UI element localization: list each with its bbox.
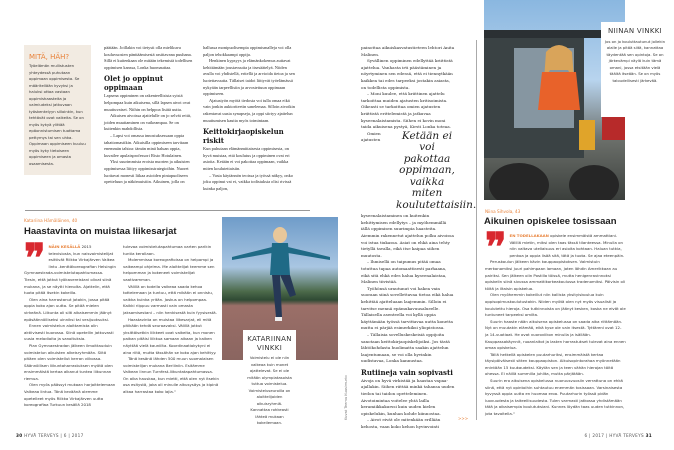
paragraph: Olen myös päässyt mukaan harjoittelemaan Valkeaa lintua. Tänä keväänä olemme opetelleet myös Riikka Virkajärven uutta koreografiaa Turkuun kesällä 2018 [24, 382, 116, 408]
article-column-1 [104, 45, 194, 186]
page-footer-right [584, 433, 652, 438]
paragraph: Tänä kesänä lähden 500 muun suomalaisen voimistelijan mukana Berliiniin. Esitämme Valkean linnun Turnfest-liikuntatapahtumassa. On aika hauskaa, kun mietti, että olen nyt itsekin osa esitystä, joka oli minulle alkusysäys ja kipinä alkaa harrastaa koko lajia." [123, 356, 219, 395]
paragraph: painottaa aikuiskasvatustieteen lehtori Anita Malinen. [361, 45, 455, 57]
lead-in: NÄIN KESÄLLÄ [48, 244, 81, 249]
interview-column-b [123, 244, 219, 396]
publication-info: 6 | 2017 | HYVÄ TERVEYS [584, 433, 644, 438]
quote-mark-icon: ❞ [485, 224, 507, 271]
sidebar-text: Työelämän mullistusten yhteydessä puhutaan oppimaan oppimisesta. Se määritellään kyvyksi ja haluksi ottaa vastaan oppimishaasteita ja valmiudeksi jatkuvaan työskentelyyn silloinkin, kun tehtävät ovat vaikeita. Se on myös kykyä ylittää epäonnistumisen tuottama pettymys tai sen uhka. Oppimaan oppimiseen kuuluu myös kyky tietoiseen oppimiseen ja omasta osaamisesta. [29, 63, 86, 166]
paragraph: Tällä hetkellä opiskelen puutarhuriksi, ensimmäistä kertaa täysipäiväisesti sitten kauppaopiston. Aikuisopintorahaa myönnetään enintään 15 kuukaudeksi. Käytän sen ja teen vähän hierojan töitä ohessa. Ei näillä summilla juhlita, mutta pärjätään. [485, 351, 621, 377]
paragraph: – Vasta käytännön teoissa ja työssä näkyy, onko joku oppinut vai ei, vaikka todistuksia olisi rivissä kuinka paljon, [203, 172, 294, 191]
paragraph: Olen myöhemmin kokeillut niin kallista yksityiskoulua kuin oppisopimuskoulutustakin. Niiden myötä olen nyt myös visualisti ja koulutettu hieroja. Osa tutkinnoista on jäänyt kesken, koska ne eivät ole tuntuneet tarpeeksi omilta. [485, 292, 626, 318]
lead-in: EN TODELLAKAAN [509, 233, 549, 238]
paragraph: Pian Gymnaestradan jälkeen ilmoittauduin voimistelun aikuisten alkeisryhmään. Siitä pitäen olen voimistellut kerran viikossa. Säännöllisen liikuntaharrastuksen myötä olen ensimmäistä kertaa alkanut tuntea liikunnan riemua. [24, 342, 113, 381]
paragraph: Lapsena oppiminen on rakenteellisista syistä helpompaa kuin aikuisena, sillä lapsen aivot ovat muuttuvaiset. Niihin on helppoa lisätä uutta. [104, 93, 191, 112]
subheading: Olet jo oppinut oppimaan [104, 74, 164, 93]
paragraph: Olen aina harrastanut jotakin, jossa pitää oppia koko ajan uutta. Se pitää mielen virkeänä. Liikunta oli silti aikaisemmin jäänyt epäsäännölliseksi uinniksi tai vesijuoksuksi. [24, 296, 112, 322]
tip-text: Jos on jo kouluttautunut jollekin alalle ja pitää siitä, kannattaa täydentää sen opintoja. Se on järkevämpi väylä kuin tämä omani, jossa etsitään vielä täältä itseään. Se on myös taloudellisesti järkevää. [605, 38, 666, 83]
paragraph: Suurin haaste nään aikuisena opiskelussa on saada aika riittämään. Nyt on muutakin elämää, eikä kyse ole vain itsestä. Tyttäreni ovat 12- ja 14-vuotiaat. He ovat vuoroviikon minulla ja isällään. Kauppassakäynnit, ruoanlaitot ja lasten harrastukset tulevat aina ennen omaa opiskelua. [485, 318, 626, 351]
paragraph: Henkinen kypsyys ja elämänkokemus auttavat kehittämään joustavuutta ja itsesäätelyä. Niiden avulla voi yhdistellä, eritellä ja arvioida tietoa ja sen luotettavuutta. Tällaiset taidot liittyvät työelämässä nykyään tarpeellisiin ja arvostettuun oppimaan oppimiseen. [203, 58, 295, 97]
page-footer-left [16, 433, 84, 438]
paragraph: Peruskoulun jälkeen kävin kauppaopistoksen. Valmistuin merkonomiksi juuri pahimpaan lamaan, joten lähdin Amerikkaan au pairiksi. Sen jälkeen olin Postilla töissä, mutta henigenravinnoksi opiskelin siinä sivussa ammattikorkeakoulussa tradenomiksi. Päivisin oli töitä ja iltaisin opiskelua. [485, 259, 626, 291]
continue-arrows: >>> [458, 416, 469, 421]
paragraph: – Lapsi voi omassa innostuksessaan oppia tahattomastikin. Aikuisilla oppimiseen tarvitaan enemmän tahtoa: tämän minä haluan oppia, kuvailee apulaisprofessori Risto Hotulainen. [104, 132, 189, 158]
paragraph: Kun puhutaan elämänmittaisesta oppimisesta, on hyvä muistaa, että koulutus ja oppiminen ovat eri asioita. Ketään ei voi pakottaa oppimaan, vaikka miten koulutettaisiin. [203, 146, 290, 171]
page-number: 30 [16, 433, 23, 438]
paragraph: 2015 televisiosta, kun naisvoimistelijat esittivät Riikka Virkajärven Valkea lintu -kenttäkoreografian Helsingin Gymnaestrada-voimistelutapahtumassa. Tiesin, että jotkut työkavereistani olivat siinä mukana, ja se näytti hienolta. Ajattelin, että tuota pitää itsekin kokeilla. [24, 244, 116, 296]
paragraph: Työhönsä urautunut voi hakea vain suoraan siinä sovellettavaa tietoa eikä halua kehittää ajatteluaan laajemmin. Silloin ei tarvitse mennä epämukavuusalueelle. Tällaisella asenteella voi kyllä oppia käyttämään työssä tarvittavaa uutta konetta mutta ei pärjää esimerkiksi yliopistossa. [361, 285, 454, 331]
paragraph: Suurin ero aikuisena opiskelussa nuoruusvuosiin verrattuna on ehkä siinä, että nyt opintoihin suhtautuu enemmän tosissaan. Varsinaisesta kyvyssä oppia uutta en huomaa eroa. Puutarhurin työssä pidän luovuudesta ja taiteellisuudesta. Tulen varmasti jatkossa yhdistämään tätä ja aikaisempia koulutuksiani. Kunnes löydän taas uuden tutkinnon, jota tavoitella." [485, 378, 625, 417]
interview-byline: Niina Sihvola, 43 [485, 209, 521, 214]
interview-column-a [24, 235, 116, 409]
article-column-2 [203, 45, 296, 192]
interview-headline: Aikuinen opiskelee tosissaan [484, 216, 617, 227]
paragraph: – Moni kuulee, että kriittinen ajattelu tarkoittaa muiden ajatusten kritisoimista. Oikeasti se tarkoittaa omien ajatusten kriittistä erittelemistä ja jatkuvaa kyseenalaistamista. Siihen ei kovin moni taida aikuisena pystyä, Kirsti Lonka toteaa. [361, 91, 451, 130]
paragraph: – Aivot eivät ole mitenkään erillään kehosta, vaan koko kehon hyvinvointi [361, 417, 441, 430]
page-number: 31 [645, 433, 652, 438]
paragraph: Haastavinta on muistaa liikesarjat, eli mitä pitikään tehdä seuraavaksi. Välillä jotkut yksittäisetkin liikkeet ovat vaikeita, kun monen paikan pitäisi liikkua samaan aikaan ja kaiken näyttää vielä kauniilta. Koordinaatiokykyni ei aina riitä, mutta tässähän se koko ajan kehittyy. [123, 316, 217, 355]
paragraph: Syvällinen oppiminen edellyttää kriittistä ajattelua. Vanhasta irti päästäminen ja nöyrtyminen sen edessä, että ei tiennytkään kaikkea tai edes tarpeeksi jostakin asiasta, on todellista oppimista. [361, 58, 453, 90]
interview-headline: Haastavinta on muistaa liikesarjat [24, 226, 177, 237]
paragraph: hallussa monipuolisempia oppimismalleja voi olla paljon tehokkaampi oppija. [203, 45, 292, 57]
article-column-3 [361, 45, 477, 431]
paragraph: Omien ajatusten kyseenalaistaminen on kuitenkin kehittymisen edellytys – ja myöhemmällä iällä oppimisen suurimpia haasteita. Aiemmin rakennetut ajattelun polku aivoissa voi istua tiukassa. Asiat on ehkä aina tehty tietyllä tavalla, eikä itse kaipaa siihen muutosta. [361, 130, 454, 258]
pull-quote: Ketään ei voi pakottaa oppimaan, vaikka miten koulutettaisiin. [396, 129, 477, 211]
tip-box-katariina [243, 330, 296, 425]
paragraph: – Tällaisia sovelluskeskeisiä oppijoita sanotaan keittokirjaopiskelijoiksi. Jos tästä lähtökohdasta huolimatta saakin ajattelun laajentumaan, se voi olla hyvinkin uudistavaa, Lonka kannustaa. [361, 331, 450, 364]
paragraph: Aivoja on hyvä virkistää ja haastaa vapaa-ajallakin. Siihen riittää minkä tahansa uuden tiedon tai taidon opetteleminen. Aivotoimintaa voitelee yhtä lailla keramiikkakurssi kuin uuden kielen opiskelukin, kunhan kohde kiinnostaa. [361, 377, 455, 416]
sidebar-title: MITÄ, HÄH? [29, 53, 70, 61]
paragraph: tulevaa voimistelutapahtumaa varten parikin tuntia kerallaan. [123, 244, 212, 256]
paragraph: Molemmissa koreografioissa on helpompi ja vaikeampi ohjelma. Me aloittelijat teemme sen helpomman ja kokeneet voimistelijat vaativamman. [123, 257, 215, 282]
paragraph: Välillä on todella vaikeaa saada kehoa tottelemaan ja tuntuu, että mikään ei onnistu, vaikka kuinka yritän. Joskus on helpompaa. Kaikki riippuu varmasti vain omasta jaksamisestani – niin henkisestä kuin fyysisestä. [123, 283, 217, 315]
subheading: Rutiineja vain sopivasti [361, 367, 453, 377]
paragraph: Ajatustyön myötä tiedosta voi tulla omaa eikä vain jonkin auktoriteetin sanelemaa. Silloin aivotkin rakentavat uusia synapseja, ja oppi siirtyy ajattelun muuttumisen kautta myös toimintaan. [203, 97, 295, 123]
paragraph: Yksi suurimmista eroista nuorten ja aikuisten oppimisessa liittyy oppimisstrategioihin. Nuoret luottavat monesti liikaa asioiden pintapuoliseen opetteluun ja näkömuistiin. Aikuinen, jolla on [104, 159, 190, 185]
sidebar-box [24, 45, 91, 175]
interview-byline: Katariina Hämäläinen, 40 [24, 218, 78, 223]
tip-text: Voimistelu ei ole niin vaikeaa kuin monet ajattelevat. Se ei ole mitään olympiatasoista tuttua voimistelua. Voimisteluseuroilla on aloittelijoiden aikuisryhmiä. Kannattaa rohkeasti lähteä mukaan kokeilemaan. [247, 355, 292, 425]
paragraph: Aikuisen aivoissa ajattelulle on jo selvät reitit, joiden muuttaminen on vaikeampaa. Se on kuitenkin mahdollista. [104, 113, 192, 132]
section-divider [25, 210, 310, 211]
subheading: Keittokirjaopiskelun riskit [203, 127, 284, 146]
tip-title: KATARIINAN VINKKI [247, 335, 292, 352]
paragraph: – Ihmisellä on taipumus pitää omaa totuttua tapaa automaattisesti parhaana, eikä sitä ehkä edes halua kyseenalaistaa, Malinen tiivistää. [361, 259, 447, 285]
paragraph: opiskele ensimmäistä ammattiani. Välillä mietin, miksi olen taas tässä tilanteessa. Minulla on niin valtava uteliaisuus eri asioita kohtaan. Haluan tutkia, penkoa ja oppia lisää sitä, tätä ja tuota. Se ajaa eteenpäin. [509, 233, 625, 258]
interview-body [485, 224, 626, 418]
paragraph: Ennen voimistelun aloittamista olin aktiivisesti kuorossa. Siinä opetellin jatkuvasti uusia melodioita ja sanoituksia. [24, 323, 114, 342]
tip-title: NIINAN VINKKI [607, 27, 663, 35]
paragraph: päätään. Joillakin voi tietysti olla mielikuva kouluvuosien pänttäämisestä rasittavana puuhana. Sillä ei kuitenkaan ole mitään tekemistä todellisen oppimisen kanssa, Lonka huomauttaa. [104, 45, 193, 70]
publication-info: HYVÄ TERVEYS | 6 | 2017 [24, 433, 84, 438]
tip-box-niina [601, 22, 669, 117]
photo-credit: Kuvat Teemu Kuusimurto [344, 375, 348, 420]
column-divider [476, 40, 477, 420]
quote-mark-icon: ❞ [24, 235, 46, 282]
